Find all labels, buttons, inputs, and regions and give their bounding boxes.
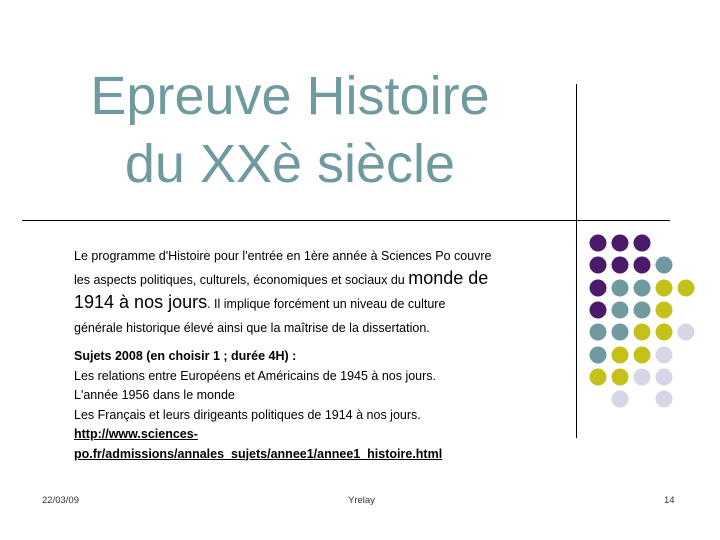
decorative-dot bbox=[656, 280, 673, 297]
decorative-dot bbox=[612, 257, 629, 274]
decorative-dot bbox=[656, 257, 673, 274]
decorative-dot bbox=[590, 302, 607, 319]
decorative-dot bbox=[656, 391, 673, 408]
decorative-dot bbox=[612, 369, 629, 386]
decorative-dot bbox=[656, 369, 673, 386]
decorative-dot bbox=[634, 369, 651, 386]
title-line-1: Epreuve Histoire bbox=[90, 66, 490, 126]
subjects-heading: Sujets 2008 (en choisir 1 ; durée 4H) : bbox=[74, 349, 297, 363]
decorative-dot bbox=[678, 280, 695, 297]
decorative-dot bbox=[590, 324, 607, 341]
subject-item-2: L'année 1956 dans le monde bbox=[74, 388, 235, 402]
decorative-dot bbox=[590, 235, 607, 252]
intro-line-2-text: les aspects politiques, culturels, économiques et sociaux du bbox=[74, 273, 405, 287]
subjects-link-line-2: po.fr/admissions/annales_sujets/annee1/annee1_histoire.html bbox=[74, 446, 443, 461]
decorative-dot bbox=[612, 347, 629, 364]
subject-item-1: Les relations entre Européens et Américains de 1945 à nos jours. bbox=[74, 368, 437, 383]
decorative-dot bbox=[612, 302, 629, 319]
decorative-dot bbox=[656, 324, 673, 341]
intro-line-1: Le programme d'Histoire pour l'entrée en 1ère année à Sciences Po couvre bbox=[74, 249, 492, 263]
decorative-dot bbox=[634, 302, 651, 319]
decorative-dot bbox=[590, 280, 607, 297]
decorative-dot bbox=[656, 347, 673, 364]
decorative-dot bbox=[634, 280, 651, 297]
decorative-dot bbox=[634, 324, 651, 341]
decorative-dot bbox=[634, 347, 651, 364]
decorative-dot bbox=[634, 257, 651, 274]
intro-line-4: générale historique élevé ainsi que la maîtrise de la dissertation. bbox=[74, 321, 430, 335]
decorative-dot bbox=[612, 324, 629, 341]
decorative-dot bbox=[590, 369, 607, 386]
decorative-dot bbox=[590, 347, 607, 364]
footer-date: 22/03/09 bbox=[42, 495, 79, 506]
intro-line-3-text: . Il implique forcément un niveau de culture bbox=[207, 297, 446, 311]
intro-emphasis-1: monde de bbox=[408, 268, 489, 288]
subject-item-3: Les Français et leurs dirigeants politiques de 1914 à nos jours. bbox=[74, 407, 421, 422]
decorative-dot bbox=[678, 324, 695, 341]
footer-page-number: 14 bbox=[664, 495, 675, 506]
title-line-2: du XXè siècle bbox=[124, 134, 456, 194]
decorative-dot bbox=[612, 391, 629, 408]
decorative-dot bbox=[656, 302, 673, 319]
intro-emphasis-2: 1914 à nos jours bbox=[74, 292, 208, 312]
decorative-dot bbox=[634, 235, 651, 252]
footer-author: Yrelay bbox=[348, 495, 375, 506]
decorative-dot bbox=[612, 235, 629, 252]
decorative-dot bbox=[612, 280, 629, 297]
decorative-dot bbox=[590, 257, 607, 274]
subjects-link-line-1: http://www.sciences- bbox=[74, 427, 198, 441]
